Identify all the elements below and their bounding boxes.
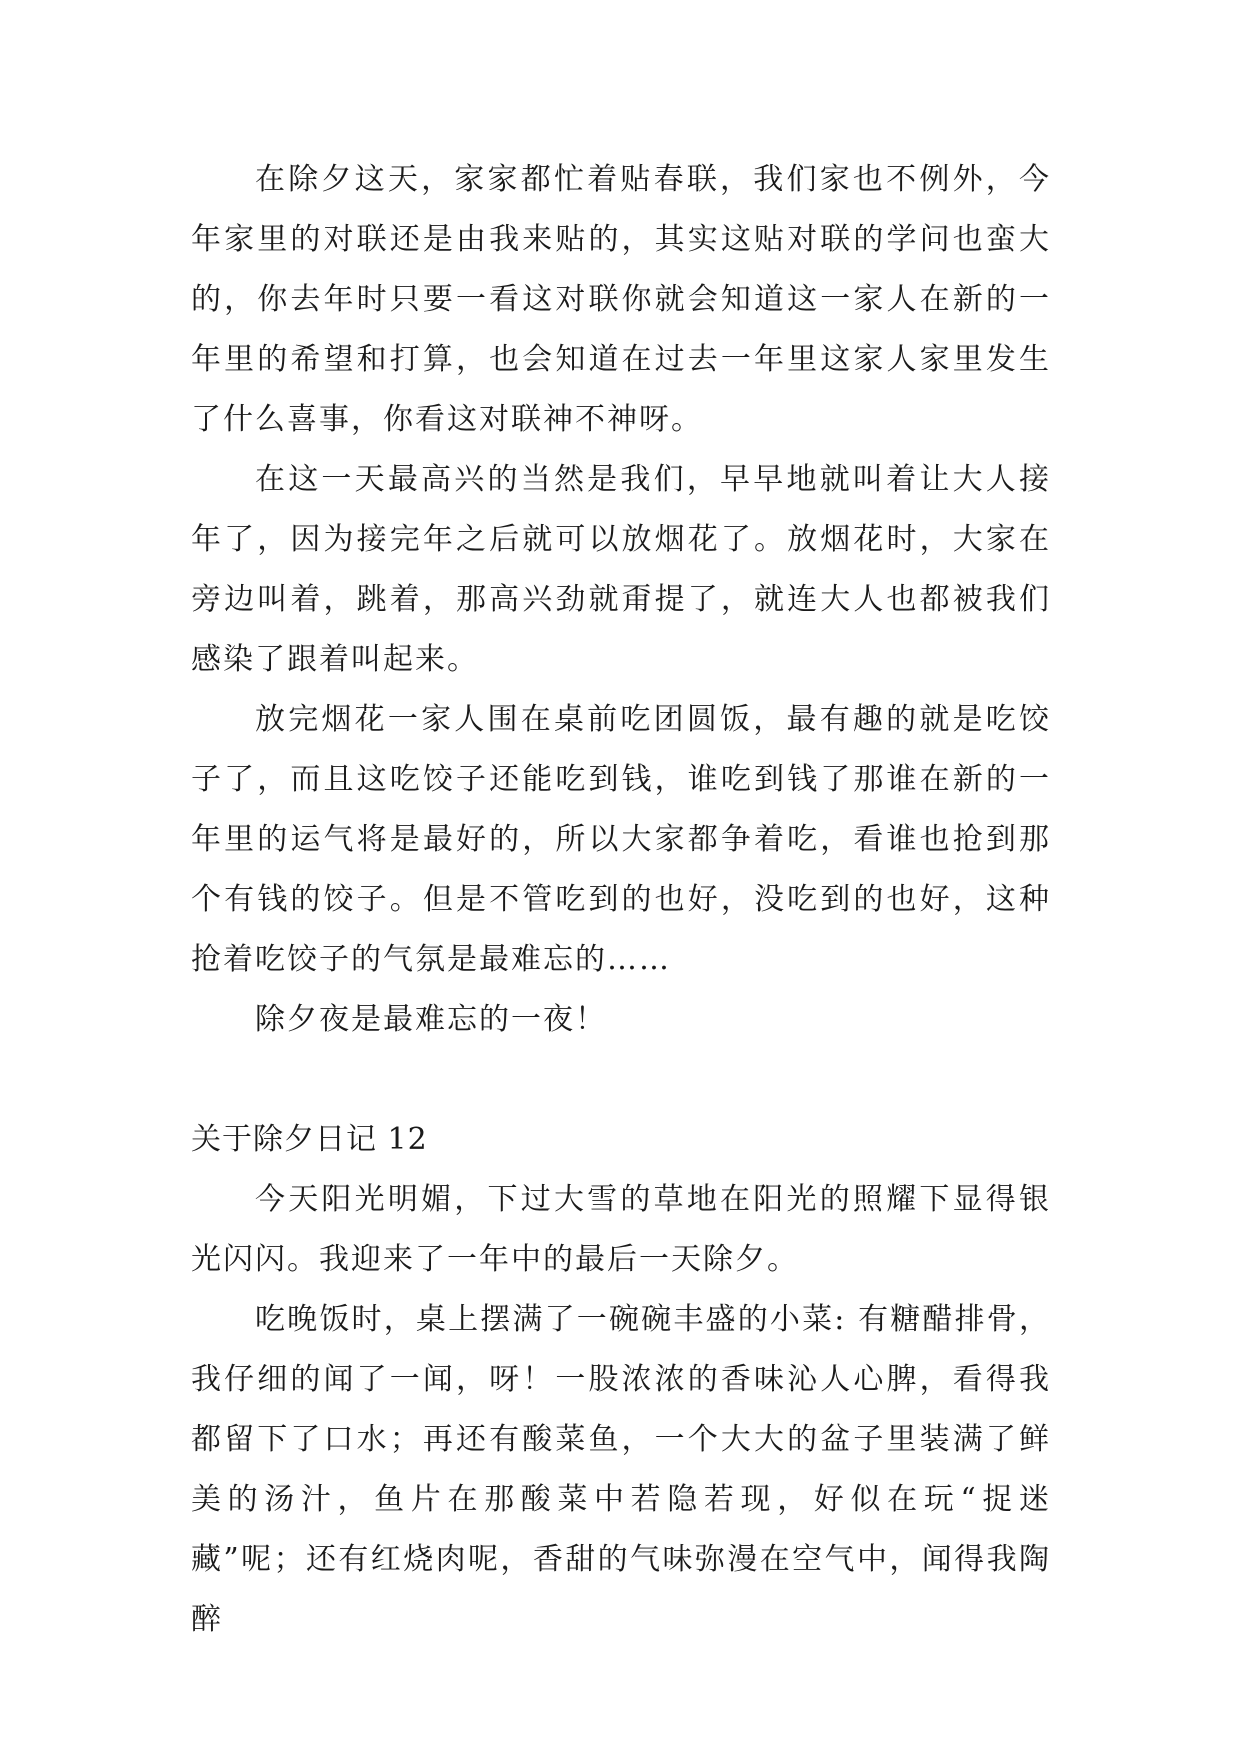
paragraph: 在这一天最高兴的当然是我们，早早地就叫着让大人接年了，因为接完年之后就可以放烟花了。放烟花时，大家在旁边叫着，跳着，那高兴劲就甭提了，就连大人也都被我们感染了跟着叫起来。	[191, 462, 1051, 677]
paragraph: 放完烟花一家人围在桌前吃团圆饭，最有趣的就是吃饺子了，而且这吃饺子还能吃到钱，谁吃到钱了那谁在新的一年里的运气将是最好的，所以大家都争着吃，看谁也抢到那个有钱的饺子。但是不管吃到的也好，没吃到的也好，这种抢着吃饺子的气氛是最难忘的……	[191, 702, 1051, 977]
paragraph: 今天阳光明媚，下过大雪的草地在阳光的照耀下显得银光闪闪。我迎来了一年中的最后一天除夕。	[191, 1182, 1051, 1277]
section-heading: 关于除夕日记 12	[191, 1122, 428, 1157]
paragraph: 吃晚饭时，桌上摆满了一碗碗丰盛的小菜: 有糖醋排骨，我仔细的闻了一闻，呀！一股浓浓的香味沁人心脾，看得我都留下了口水；再还有酸菜鱼，一个大大的盆子里装满了鲜美的汤汁，鱼片在那酸菜中若隐若现，好似在玩“捉迷藏”呢；还有红烧肉呢，香甜的气味弥漫在空气中，闻得我陶醉	[191, 1302, 1051, 1637]
document-body	[191, 150, 1051, 1650]
paragraph: 除夕夜是最难忘的一夜！	[255, 1002, 607, 1037]
paragraph: 在除夕这天，家家都忙着贴春联，我们家也不例外，今年家里的对联还是由我来贴的，其实这贴对联的学问也蛮大的，你去年时只要一看这对联你就会知道这一家人在新的一年里的希望和打算，也会知道在过去一年里这家人家里发生了什么喜事，你看这对联神不神呀。	[191, 162, 1051, 437]
